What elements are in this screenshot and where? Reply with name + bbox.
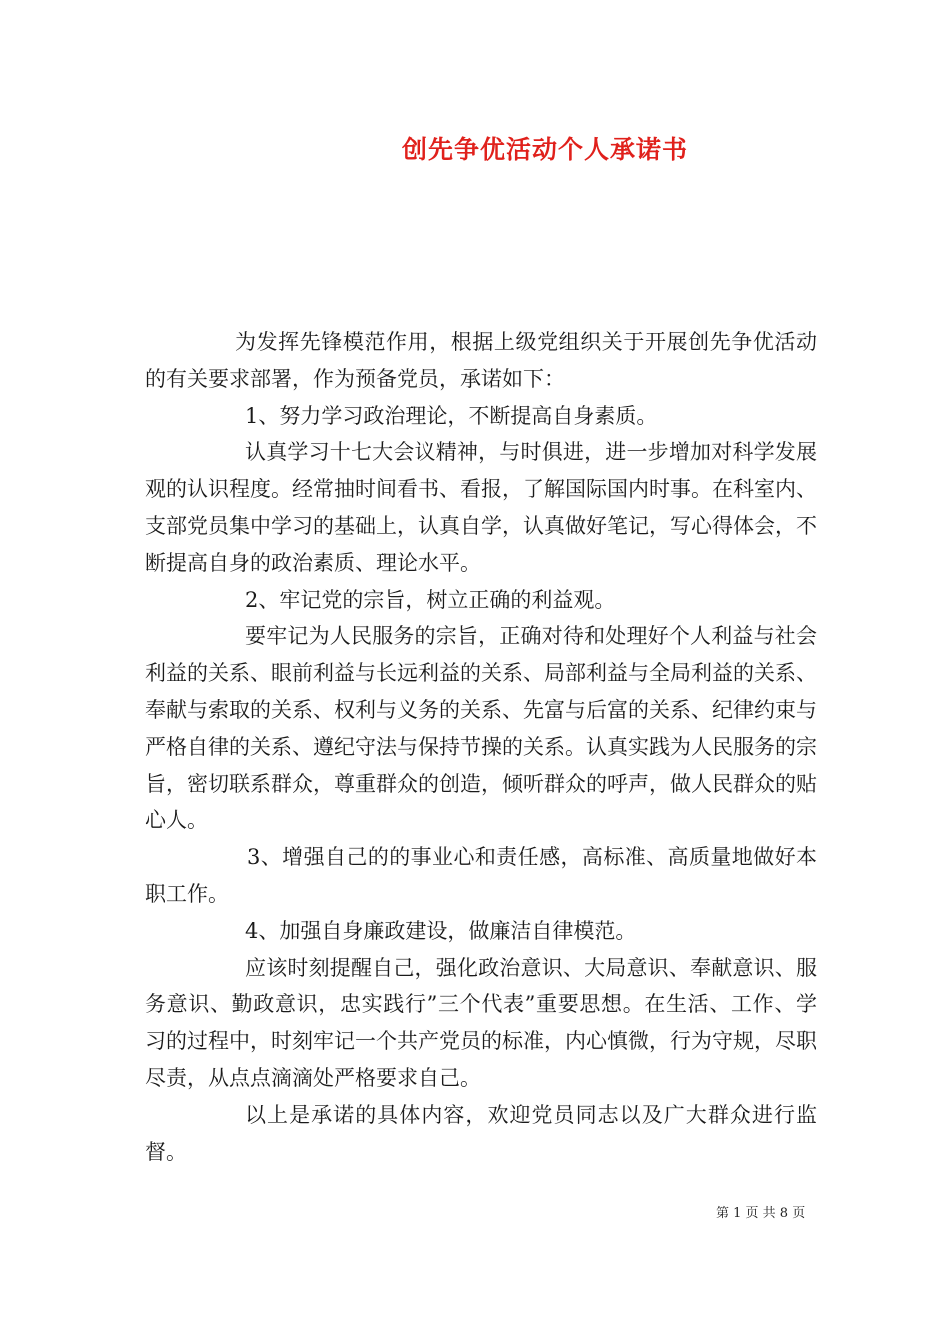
- page-title: 创先争优活动个人承诺书: [401, 135, 688, 164]
- closing-paragraph: 以上是承诺的具体内容，欢迎党员同志以及广大群众进行监督。: [145, 1102, 817, 1164]
- document-body: [145, 324, 817, 1170]
- pledge-3-heading: 3、增强自己的的事业心和责任感，高标准、高质量地做好本职工作。: [145, 845, 817, 906]
- intro-paragraph: 为发挥先锋模范作用，根据上级党组织关于开展创先争优活动的有关要求部署，作为预备党员，承诺如下：: [145, 330, 817, 391]
- pledge-1-heading: 1、努力学习政治理论，不断提高自身素质。: [245, 403, 658, 428]
- page-number-footer: 第 1 页 共 8 页: [716, 1206, 806, 1221]
- pledge-4-body: 应该时刻提醒自己，强化政治意识、大局意识、奉献意识、服务意识、勤政意识，忠实践行”三个代表”重要思想。在生活、工作、学习的过程中，时刻牢记一个共产党员的标准，内心慎微，行为守规，尽职尽责，从点点滴滴处严格要求自己。: [145, 955, 817, 1090]
- pledge-2-heading: 2、牢记党的宗旨，树立正确的利益观。: [245, 587, 616, 612]
- pledge-2-body: 要牢记为人民服务的宗旨，正确对待和处理好个人利益与社会利益的关系、眼前利益与长远利益的关系、局部利益与全局利益的关系、奉献与索取的关系、权利与义务的关系、先富与后富的关系、纪律约束与严格自律的关系、遵纪守法与保持节操的关系。认真实践为人民服务的宗旨，密切联系群众，尊重群众的创造，倾听群众的呼声，做人民群众的贴心人。: [145, 624, 817, 833]
- pledge-1-body: 认真学习十七大会议精神，与时俱进，进一步增加对科学发展观的认识程度。经常抽时间看书、看报，了解国际国内时事。在科室内、支部党员集中学习的基础上，认真自学，认真做好笔记，写心得体会，不断提高自身的政治素质、理论水平。: [145, 440, 817, 575]
- pledge-4-heading: 4、加强自身廉政建设，做廉洁自律模范。: [245, 918, 637, 943]
